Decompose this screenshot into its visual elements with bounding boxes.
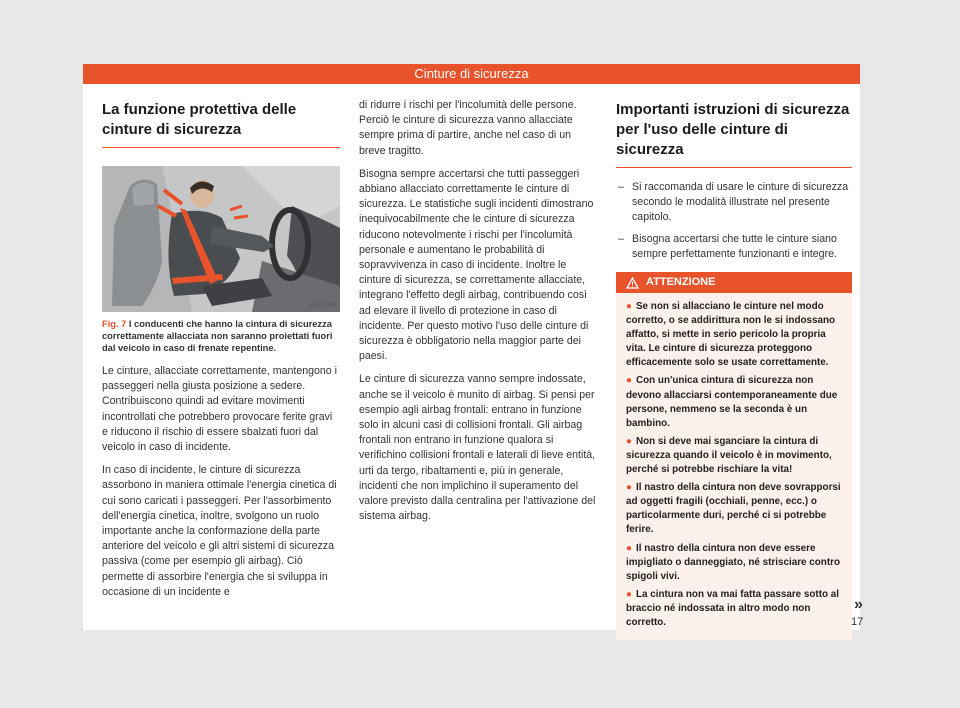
paragraph: di ridurre i rischi per l'incolumità delle persone. Perciò le cinture di sicurezza vanno allacciate sempre prima di partire, anche nel caso di un breve tragitto.	[359, 99, 577, 157]
left-column	[102, 100, 340, 608]
warning-item: ● Con un'unica cintura di sicurezza non devono allacciarsi contemporaneamente due persone, nemmeno se la seconda è un bambino.	[626, 375, 838, 429]
dash-marker: –	[618, 181, 624, 193]
warning-item: ● Il nastro della cintura non deve sovrapporsi ad oggetti fragili (occhiali, penne, ecc.) o particolarmente duri, perché ci si potrebbe ferire.	[626, 482, 841, 536]
warning-item: ● La cintura non va mai fatta passare sotto al braccio né indossata in altro modo non corretto.	[626, 588, 840, 628]
figure-code: B5F-0964	[309, 303, 336, 309]
dash-marker: –	[618, 232, 624, 245]
warning-box	[616, 272, 852, 640]
warning-title: ATTENZIONE	[646, 276, 716, 289]
warning-header	[616, 272, 852, 293]
seatbelt-illustration	[102, 166, 340, 312]
right-column	[616, 100, 852, 640]
page-number: 17	[851, 616, 864, 628]
warning-body	[616, 293, 852, 640]
middle-column	[359, 98, 597, 532]
driver-illustration	[102, 166, 340, 312]
warning-icon	[626, 277, 639, 289]
warning-item: ● Il nastro della cintura non deve essere impigliato o danneggiato, né strisciare contro spigoli vivi.	[626, 542, 840, 582]
paragraph: Le cinture, allacciate correttamente, mantengono i passeggeri nella giusta posizione a sedere. Contribuiscono quindi ad evitare movimenti incontrollati che potrebbero provocare ferite gravi e riducono il rischio di essere sbalzati fuori dal veicolo in caso di incidente.	[102, 365, 337, 454]
list-item: – Si raccomanda di usare le cinture di sicurezza secondo le modalità illustrate nel presente capitolo.	[618, 181, 849, 224]
paragraph: In caso di incidente, le cinture di sicurezza assorbono in maniera ottimale l'energia cinetica di cui sono caricati i passeggeri. Per l'assorbimento dell'energia cinetica, inoltre, svolgono un ruolo importante anche la conformazione della parte anteriore del veicolo e gli altri sistemi di sicurezza passiva (come per esempio gli airbag). Ciò permette di assorbire l'energia che si sviluppa in occasione di un incidente e	[102, 464, 337, 598]
section-heading: Importanti istruzioni di sicurezza per l'uso delle cinture di sicurezza	[616, 100, 852, 168]
warning-item: ● Non si deve mai sganciare la cintura di sicurezza quando il veicolo è in movimento, perché si potrebbe rischiare la vita!	[626, 435, 832, 476]
manual-page	[83, 64, 860, 630]
paragraph: Bisogna sempre accertarsi che tutti passeggeri abbiano allacciato correttamente le cinture di sicurezza. Le statistiche sugli incidenti dimostrano inequivocabilmente che le cinture di sicurezza riducono notevolmente i rischi per l'incolumità personale e aumentano le probabilità di sopravvivenza in caso di incidente. Inoltre le cinture di sicurezza, se correttamente allacciate, integrano l'effetto degli airbag, contribuendo così ad elevare il livello di protezione in caso di incidente. Per questo motivo l'uso delle cinture di sicurezza è obbligatorio nella maggior parte dei paesi.	[359, 167, 594, 363]
figure-caption-text: I conducenti che hanno la cintura di sicurezza correttamente allacciata non saranno proiettati fuori dal veicolo in caso di frenate repentine.	[102, 319, 333, 353]
section-heading: La funzione protettiva delle cinture di sicurezza	[102, 100, 340, 148]
paragraph: Le cinture di sicurezza vanno sempre indossate, anche se il veicolo è munito di airbag. Si pensi per esempio agli airbag frontali: entrano in funzione solo in alcuni casi di collisioni frontali. Gli airbag frontali non entrano in funzione qualora si verifichino collisioni frontali e laterali di lieve entità, urti da tergo, ribaltamenti e, più in generale, incidenti che non implichino il superamento del valore previsto dalla centralina per l'attivazione del sistema airbag.	[359, 373, 596, 523]
section-title: Cinture di sicurezza	[414, 66, 529, 81]
figure-label: Fig. 7	[102, 319, 127, 329]
section-header	[83, 64, 860, 84]
warning-item: ● Se non si allacciano le cinture nel modo corretto, o se addirittura non le si indossano affatto, si mette in serio pericolo la propria vita. Le cinture di sicurezza proteggono efficacemente solo se usate correttamente.	[626, 301, 836, 369]
continue-next-page-icon[interactable]: »	[854, 596, 863, 613]
list-item: – Bisogna accertarsi che tutte le cinture siano sempre perfettamente funzionanti e integre.	[618, 232, 837, 260]
instruction-list	[616, 180, 852, 262]
figure-caption	[102, 318, 340, 354]
